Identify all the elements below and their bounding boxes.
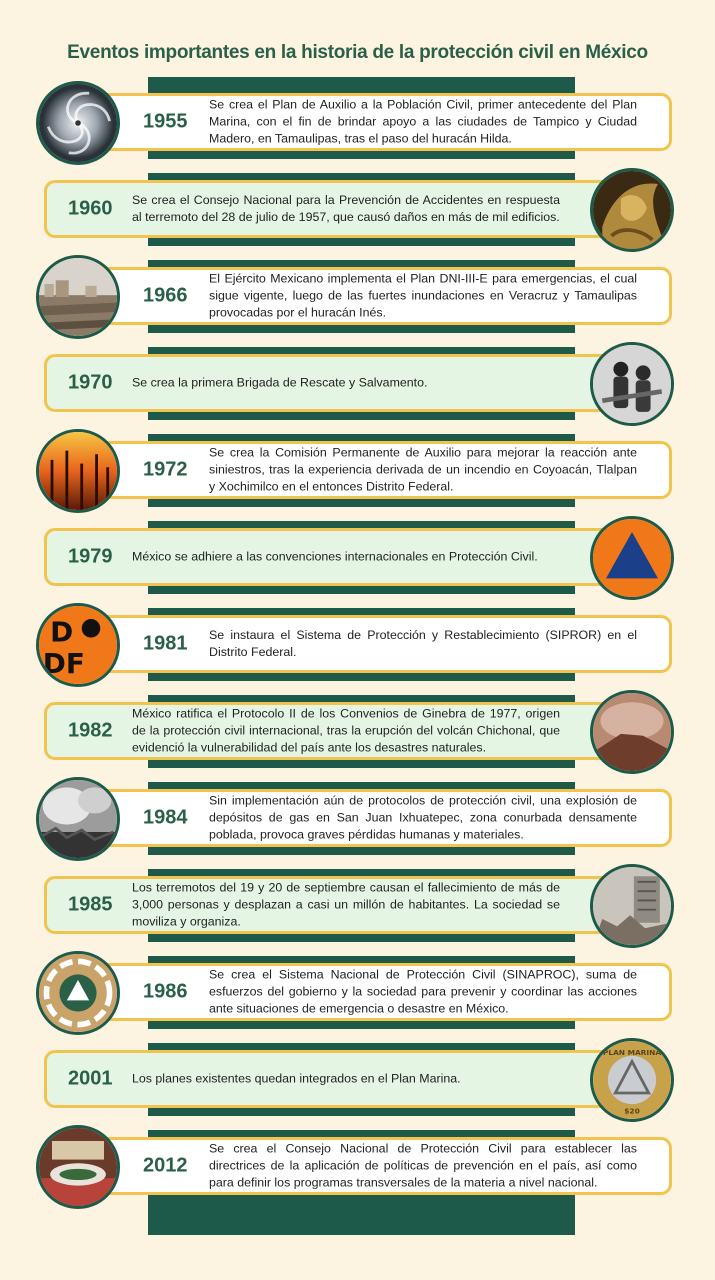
svg-text:DF: DF bbox=[42, 646, 85, 680]
civil-protection-triangle-logo bbox=[590, 516, 674, 600]
timeline-event-1982 bbox=[0, 690, 715, 778]
timeline-event-1970 bbox=[0, 342, 715, 430]
event-year: 1984 bbox=[143, 806, 188, 829]
event-year: 1955 bbox=[143, 110, 188, 133]
event-description: El Ejército Mexicano implementa el Plan DNI-III-E para emergencias, el cual sigue vigente, luego de las fuertes inundaciones en Veracruz y Tamaulipas provocadas por el huracán Inés. bbox=[209, 271, 637, 320]
event-card bbox=[44, 180, 634, 238]
event-card bbox=[44, 528, 634, 586]
timeline-event-1972 bbox=[0, 429, 715, 517]
hurricane-satellite-photo bbox=[36, 81, 120, 165]
event-card bbox=[84, 963, 672, 1021]
event-year: 1970 bbox=[68, 371, 113, 394]
event-card bbox=[84, 1137, 672, 1195]
forest-fire-photo bbox=[36, 429, 120, 513]
event-card bbox=[84, 789, 672, 847]
event-description: México se adhiere a las convenciones internacionales en Protección Civil. bbox=[132, 549, 538, 564]
timeline-event-1985 bbox=[0, 864, 715, 952]
event-description: Se crea el Sistema Nacional de Protección Civil (SINAPROC), suma de esfuerzos del gobierno y la sociedad para prevenir y coordinar las acciones ante situaciones de emergencia o desastre en México. bbox=[209, 967, 637, 1016]
event-description: Se crea la Comisión Permanente de Auxilio para mejorar la reacción ante siniestros, tras la experiencia derivada de un incendio en Coyoacán, Tlalpan y Xochimilco en el entonces Distrito Federal. bbox=[209, 445, 637, 494]
sinaproc-logo bbox=[36, 951, 120, 1035]
event-card bbox=[84, 615, 672, 673]
event-description: Sin implementación aún de protocolos de protección civil, una explosión de depósitos de gas en San Juan Ixhuatepec, zona conurbada densamente poblada, provoca graves pérdidas humanas y materiales. bbox=[209, 793, 637, 842]
event-card bbox=[84, 267, 672, 325]
angel-independencia-photo bbox=[590, 168, 674, 252]
event-description: Se crea el Consejo Nacional para la Prevención de Accidentes en respuesta al terremoto del 28 de julio de 1957, que causó daños en más de mil edificios. bbox=[132, 193, 560, 224]
timeline-event-1960 bbox=[0, 168, 715, 256]
event-description: México ratifica el Protocolo II de los Convenios de Ginebra de 1977, origen de la protección civil internacional, tras la erupción del volcán Chichonal, que evidenció la vulnerabilidad del país ante los desastres naturales. bbox=[132, 706, 560, 755]
timeline-event-2001 bbox=[0, 1038, 715, 1126]
timeline-event-2012 bbox=[0, 1125, 715, 1213]
timeline-event-1966 bbox=[0, 255, 715, 343]
page-title: Eventos importantes en la historia de la protección civil en México bbox=[67, 42, 648, 63]
event-description: Los terremotos del 19 y 20 de septiembre causan el fallecimiento de más de 3,000 personas y desplazan a casi un millón de habitantes. La sociedad se moviliza y organiza. bbox=[132, 880, 560, 929]
event-year: 1960 bbox=[68, 197, 113, 220]
event-year: 1981 bbox=[143, 632, 188, 655]
timeline-event-1955 bbox=[0, 81, 715, 169]
event-year: 1985 bbox=[68, 893, 113, 916]
event-description: Los planes existentes quedan integrados en el Plan Marina. bbox=[132, 1071, 461, 1086]
gas-explosion-photo bbox=[36, 777, 120, 861]
event-year: 1982 bbox=[68, 719, 113, 742]
firefighters-photo bbox=[590, 342, 674, 426]
collapsed-building-photo bbox=[590, 864, 674, 948]
event-description: Se crea la primera Brigada de Rescate y Salvamento. bbox=[132, 375, 428, 390]
event-card bbox=[44, 702, 634, 760]
timeline-event-1986 bbox=[0, 951, 715, 1039]
event-card bbox=[84, 93, 672, 151]
ddf-logo bbox=[36, 603, 120, 687]
event-year: 1972 bbox=[143, 458, 188, 481]
timeline-event-1979 bbox=[0, 516, 715, 604]
event-year: 1986 bbox=[143, 980, 188, 1003]
timeline-event-1984 bbox=[0, 777, 715, 865]
flood-photo bbox=[36, 255, 120, 339]
event-card bbox=[44, 1050, 634, 1108]
event-description: Se instaura el Sistema de Protección y Restablecimiento (SIPROR) en el Distrito Federal. bbox=[209, 628, 637, 659]
event-card bbox=[44, 876, 634, 934]
plan-marina-coin bbox=[590, 1038, 674, 1122]
event-year: 2001 bbox=[68, 1067, 113, 1090]
event-description: Se crea el Consejo Nacional de Protección Civil para establecer las directrices de la aplicación de políticas de prevención en el país, así como para definir los programas transversales de la materia a nivel nacional. bbox=[209, 1141, 637, 1190]
event-card bbox=[84, 441, 672, 499]
timeline-event-1981 bbox=[0, 603, 715, 691]
coin-text: PLAN MARINA bbox=[602, 1047, 662, 1057]
volcano-eruption-photo bbox=[590, 690, 674, 774]
event-year: 1966 bbox=[143, 284, 188, 307]
council-meeting-photo bbox=[36, 1125, 120, 1209]
event-card bbox=[44, 354, 634, 412]
svg-text:D: D bbox=[50, 615, 74, 649]
event-year: 1979 bbox=[68, 545, 113, 568]
event-description: Se crea el Plan de Auxilio a la Población Civil, primer antecedente del Plan Marina, con el fin de brindar apoyo a las ciudades de Tampico y Ciudad Madero, en Tamaulipas, tras el paso del huracán Hilda. bbox=[209, 97, 637, 146]
event-year: 2012 bbox=[143, 1154, 188, 1177]
coin-value: $20 bbox=[624, 1106, 640, 1116]
